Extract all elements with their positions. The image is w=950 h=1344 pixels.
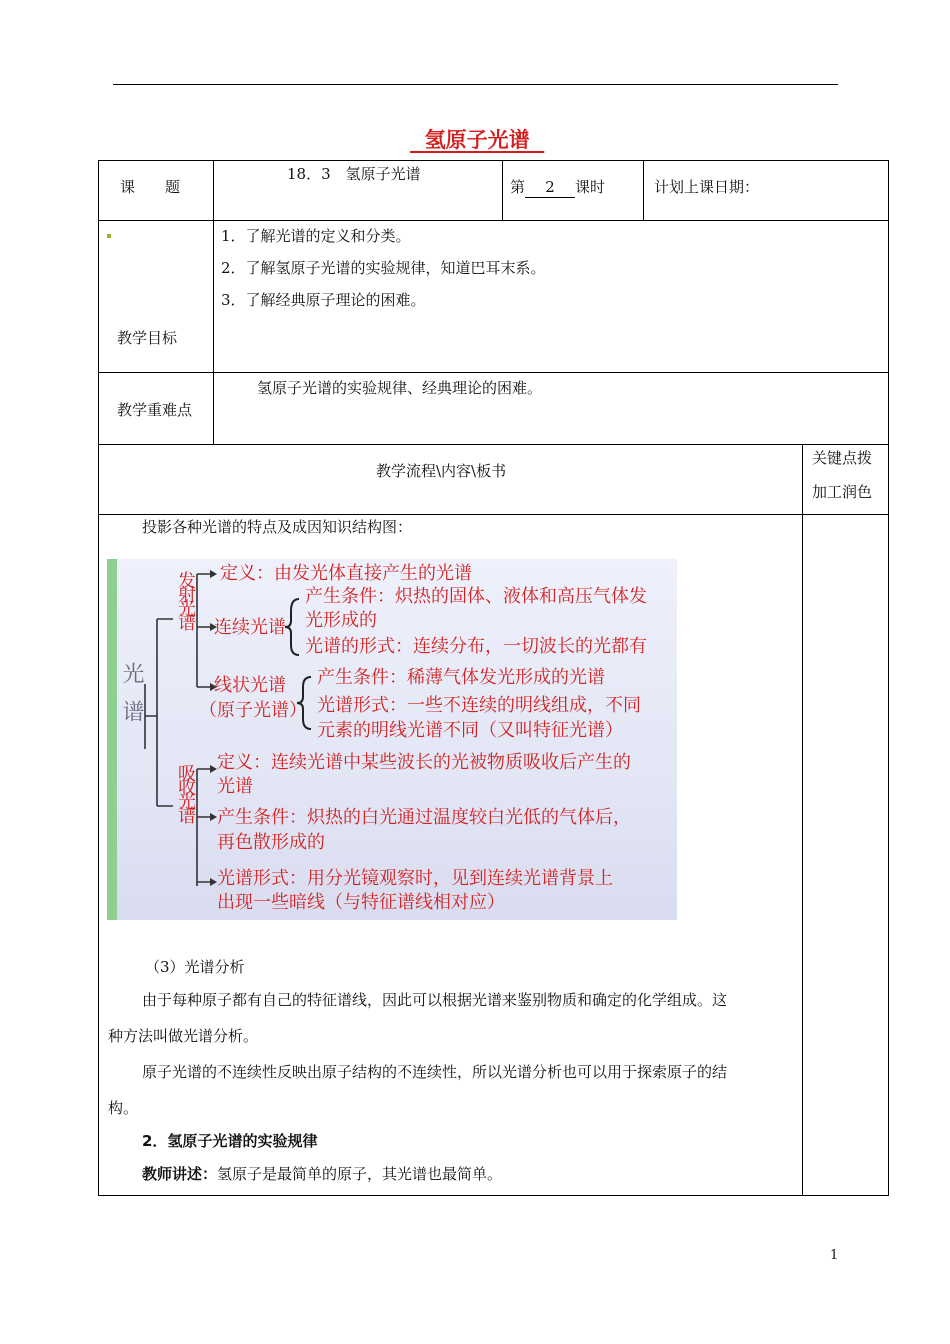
continuous-form: 光谱的形式：连续分布，一切波长的光都有 — [305, 636, 647, 657]
subject-label: 课 题 — [120, 178, 181, 196]
section3-heading: （3）光谱分析 — [145, 958, 245, 976]
line-form-cont: 元素的明线光谱不同（又叫特征光谱） — [317, 720, 623, 741]
paragraph-2-cont: 构。 — [108, 1099, 139, 1117]
absorption-form-cont: 出现一些暗线（与特征谱线相对应） — [217, 892, 505, 913]
paragraph-2: 原子光谱的不连续性反映出原子结构的不连续性，所以光谱分析也可以用于探索原子的结 — [142, 1063, 728, 1081]
side-header-line1: 关键点拨 — [812, 449, 873, 467]
absorption-definition: 定义：连续光谱中某些波长的光被物质吸收后产生的 — [217, 752, 631, 773]
key-points-value: 氢原子光谱的实验规律、经典理论的困难。 — [257, 379, 543, 397]
subject-value: 18．3 氢原子光谱 — [287, 165, 421, 183]
marker-dot — [107, 234, 111, 238]
continuous-condition-cont: 光形成的 — [305, 610, 377, 631]
absorption-label: 吸收光谱 — [175, 764, 196, 820]
lesson-number — [510, 177, 605, 198]
paragraph-1-cont: 种方法叫做光谱分析。 — [108, 1027, 259, 1045]
absorption-form: 光谱形式：用分光镜观察时，见到连续光谱背景上 — [217, 868, 613, 889]
teacher-text: 氢原子是最简单的原子，其光谱也最简单。 — [217, 1165, 503, 1183]
page-title: 氢原子光谱 — [410, 128, 545, 152]
absorption-definition-cont: 光谱 — [217, 776, 253, 797]
teacher-label: 教师讲述： — [142, 1165, 218, 1183]
absorption-condition: 产生条件：炽热的白光通过温度较白光低的气体后， — [217, 807, 631, 828]
plan-date-label: 计划上课日期： — [654, 178, 760, 196]
emission-label: 发射光谱 — [175, 571, 196, 627]
lesson-suffix: 课时 — [575, 178, 606, 196]
page-number: 1 — [830, 1248, 839, 1263]
absorption-condition-cont: 再色散形成的 — [217, 832, 325, 853]
flow-header: 教学流程\内容\板书 — [376, 462, 507, 480]
emission-definition: 定义：由发光体直接产生的光谱 — [220, 563, 472, 584]
goals-label: 教学目标 — [117, 329, 178, 347]
lesson-number-value: 2 — [525, 177, 575, 198]
goal-item: 3．了解经典原子理论的困难。 — [221, 291, 426, 309]
line-condition: 产生条件：稀薄气体发光形成的光谱 — [317, 667, 605, 688]
goal-item: 2．了解氢原子光谱的实验规律，知道巴耳末系。 — [221, 259, 546, 277]
intro-text: 投影各种光谱的特点及成因知识结构图： — [142, 518, 413, 536]
line-form: 光谱形式：一些不连续的明线组成，不同 — [317, 695, 641, 716]
spectrum-knowledge-diagram — [107, 559, 677, 920]
diagram-root: 光谱 — [119, 662, 144, 738]
teacher-note — [142, 1164, 502, 1184]
continuous-condition: 产生条件：炽热的固体、液体和高压气体发 — [305, 586, 647, 607]
goal-item: 1．了解光谱的定义和分类。 — [221, 227, 411, 245]
key-points-label: 教学重难点 — [117, 401, 193, 419]
line-spectrum-alias: （原子光谱） — [199, 700, 307, 721]
section2-heading: 2．氢原子光谱的实验规律 — [142, 1132, 318, 1150]
continuous-label: 连续光谱 — [214, 617, 286, 638]
line-spectrum-label: 线状光谱 — [214, 675, 286, 696]
lesson-prefix: 第 — [510, 178, 526, 196]
header-rule — [113, 84, 838, 85]
paragraph-1: 由于每种原子都有自己的特征谱线，因此可以根据光谱来鉴别物质和确定的化学组成。这 — [142, 991, 728, 1009]
side-header-line2: 加工润色 — [812, 483, 873, 501]
